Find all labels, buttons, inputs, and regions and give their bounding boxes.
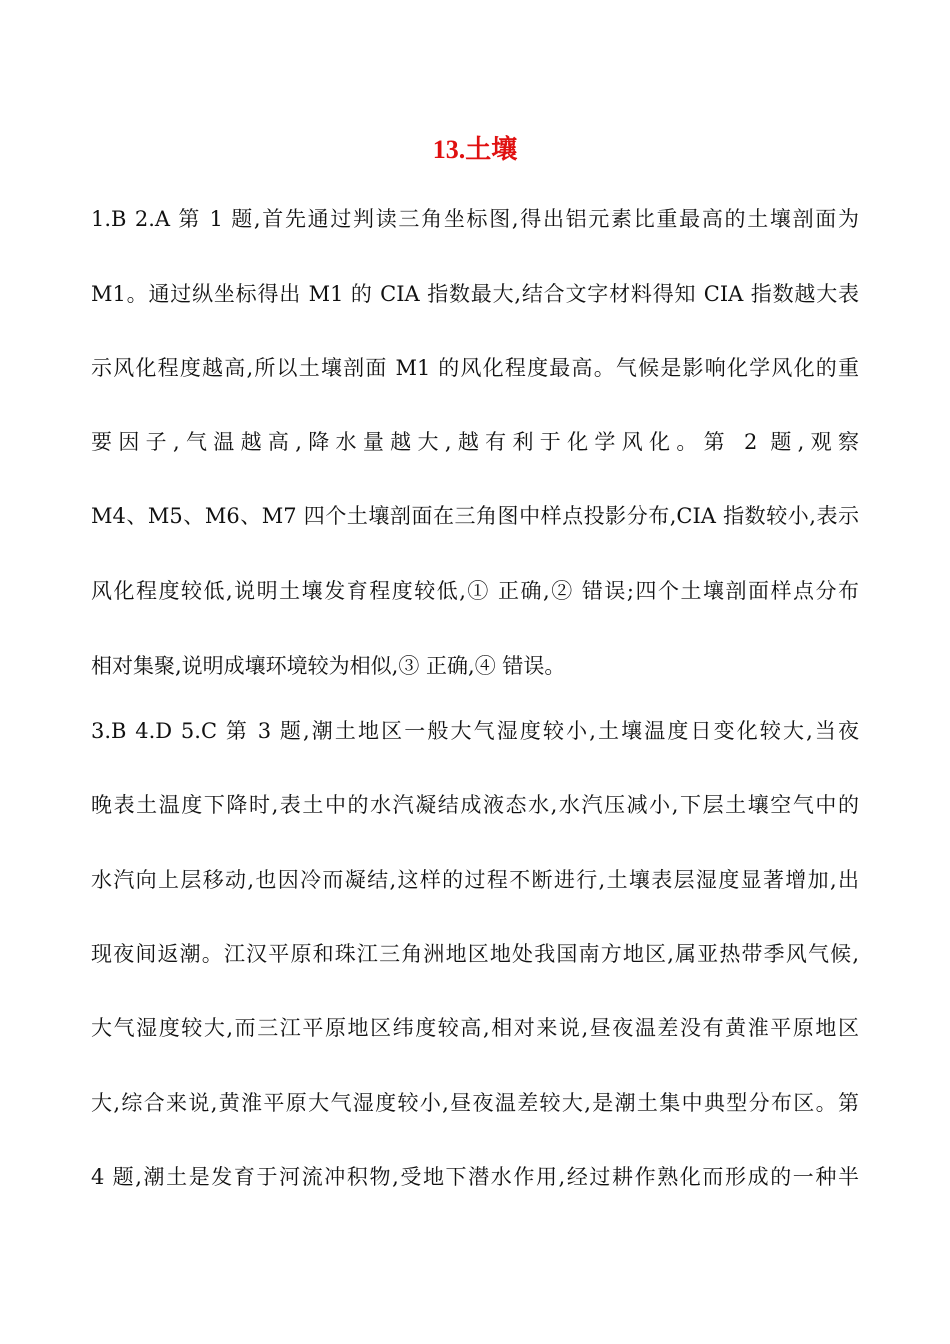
text-line: 示风化程度越高,所以土壤剖面 M1 的风化程度最高。气候是影响化学风化的重: [91, 356, 859, 380]
text-line: 3.B 4.D 5.C 第 3 题,潮土地区一般大气湿度较小,土壤温度日变化较大,当夜: [91, 719, 859, 743]
text-line: M1。通过纵坐标得出 M1 的 CIA 指数最大,结合文字材料得知 CIA 指数越大表: [91, 282, 859, 306]
text-line: 现夜间返潮。江汉平原和珠江三角洲地区地处我国南方地区,属亚热带季风气候,: [91, 942, 859, 966]
text-line: 要因子,气温越高,降水量越大,越有利于化学风化。第 2 题,观察: [91, 430, 859, 454]
text-line: 大气湿度较大,而三江平原地区纬度较高,相对来说,昼夜温差没有黄淮平原地区: [91, 1016, 859, 1040]
text-line: 水汽向上层移动,也因冷而凝结,这样的过程不断进行,土壤表层湿度显著增加,出: [91, 868, 859, 892]
text-line: 1.B 2.A 第 1 题,首先通过判读三角坐标图,得出铝元素比重最高的土壤剖面为: [91, 207, 859, 231]
text-line: 相对集聚,说明成壤环境较为相似,③ 正确,④ 错误。: [91, 654, 566, 678]
text-line: 4 题,潮土是发育于河流冲积物,受地下潜水作用,经过耕作熟化而形成的一种半: [91, 1165, 859, 1189]
page-title: 13.土壤: [432, 135, 518, 164]
text-line: 风化程度较低,说明土壤发育程度较低,① 正确,② 错误;四个土壤剖面样点分布: [91, 579, 859, 603]
text-line: 晚表土温度下降时,表土中的水汽凝结成液态水,水汽压减小,下层土壤空气中的: [91, 793, 859, 817]
text-line: M4、M5、M6、M7 四个土壤剖面在三角图中样点投影分布,CIA 指数较小,表示: [91, 504, 859, 528]
text-line: 大,综合来说,黄淮平原大气湿度较小,昼夜温差较大,是潮土集中典型分布区。第: [91, 1091, 859, 1115]
